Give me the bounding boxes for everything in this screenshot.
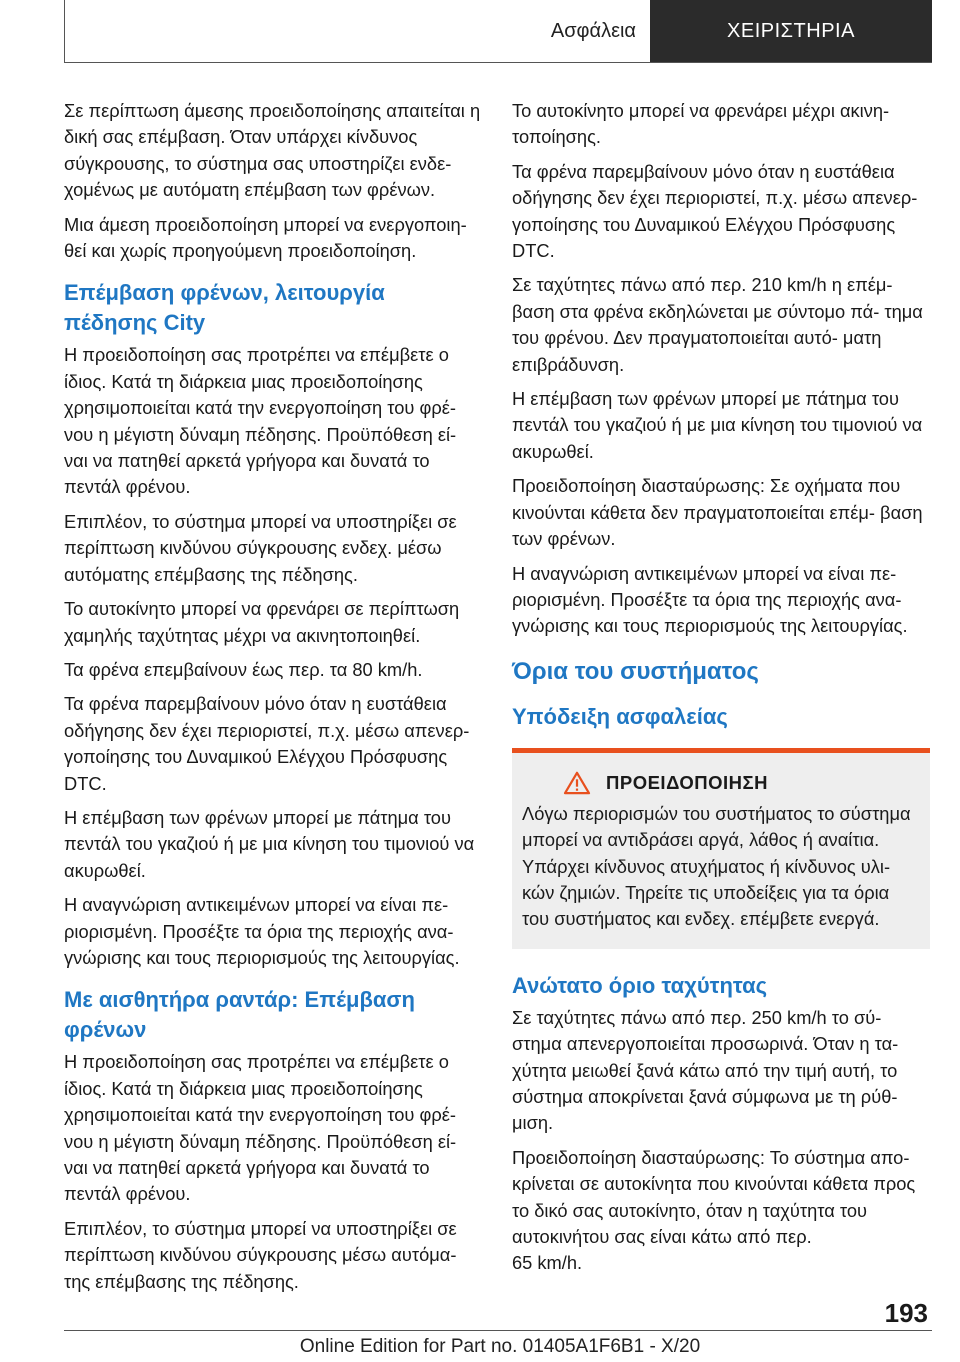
warning-box	[512, 748, 930, 949]
paragraph: Επιπλέον, το σύστημα μπορεί να υποστηρίξει σε περίπτωση κινδύνου σύγκρουσης ενδεχ. μέσω αυτόματης επέμβασης της πέδησης.	[64, 510, 457, 585]
paragraph: Επιπλέον, το σύστημα μπορεί να υποστηρίξει σε περίπτωση κινδύνου σύγκρουσης μέσω αυτόμα- της επέμβασης της πέδησης.	[64, 1217, 457, 1292]
footer-edition: Online Edition for Part no. 01405A1F6B1 - X/20	[299, 1336, 701, 1357]
paragraph: Η προειδοποίηση σας προτρέπει να επέμβετε ο ίδιος. Κατά τη διάρκεια μιας προειδοποίησης χρησιμοποιείται κατά την ενεργοποίηση του φρέ- νου η μέγιστη δύναμη πέδησης. Προϋπόθεση εί- ναι να πατηθεί αρκετά γρήγορα και δυνατά το πεντάλ φρένου.	[64, 344, 457, 498]
paragraph: Σε ταχύτητες πάνω από περ. 250 km/h το σύ- στημα απενεργοποιείται προσωρινά. Όταν η τα- χύτητα μειωθεί ξανά κάτω από την τιμή αυτή, το σύστημα αποκρίνεται ξανά σύμφωνα με τη ρύθ- μιση.	[512, 1006, 899, 1134]
paragraph: Μια άμεση προειδοποίηση μπορεί να ενεργοποιη- θεί και χωρίς προηγούμενη προειδοποίηση.	[64, 213, 467, 262]
page-number: 193	[884, 1298, 928, 1328]
paragraph: Τα φρένα παρεμβαίνουν μόνο όταν η ευστάθεια οδήγησης δεν έχει περιοριστεί, π.χ. μέσω απενερ- γοποίησης του Δυναμικού Ελέγχου Πρόσφυσης DTC.	[512, 160, 918, 262]
footer-text	[0, 1336, 960, 1358]
paragraph: 65 km/h.	[512, 1252, 583, 1274]
paragraph: Το αυτοκίνητο μπορεί να φρενάρει σε περίπτωση χαμηλής ταχύτητας μέχρι να ακινητοποιηθεί.	[64, 598, 460, 646]
warning-header	[522, 771, 918, 795]
paragraph: Η προειδοποίηση σας προτρέπει να επέμβετε ο ίδιος. Κατά τη διάρκεια μιας προειδοποίησης χρησιμοποιείται κατά την ενεργοποίηση του φρέ- νου η μέγιστη δύναμη πέδησης. Προϋπόθεση εί- ναι να πατηθεί αρκετά γρήγορα και δυνατά το πεντάλ φρένου.	[64, 1051, 457, 1205]
warning-text: Λόγω περιορισμών του συστήματος το σύστημα μπορεί να αντιδράσει αργά, λάθος ή αναίτια. Υπάρχει κίνδυνος ατυχήματος ή κίνδυνος υλι- κών ζημιών. Τηρείτε τις υποδείξεις για τα όρια του συστήματος και ενδεχ. επέμβετε ενεργά.	[522, 802, 911, 930]
heading-safety-note: Υπόδειξη ασφαλείας	[512, 703, 728, 729]
header-chapter-tab: ΧΕΙΡΙΣΤΗΡΙΑ	[650, 0, 932, 63]
paragraph: Προειδοποίηση διασταύρωσης: Το σύστημα απο- κρίνεται σε αυτοκίνητα που κινούνται κάθετα προς το δικό σας αυτοκίνητο, όταν η ταχύτητα του αυτοκινήτου σας είναι κάτω από περ.	[512, 1146, 916, 1247]
paragraph: Προειδοποίηση διασταύρωσης: Σε οχήματα που κινούνται κάθετα δεν πραγματοποιείται επέμ- βαση των φρένων.	[512, 475, 923, 550]
paragraph: Σε περίπτωση άμεσης προειδοποίησης απαιτείται η δική σας επέμβαση. Όταν υπάρχει κίνδυνος σύγκρουσης, το σύστημα σας υποστηρίζει ενδε- χομένως με αυτόματη επέμβαση των φρένων.	[64, 100, 481, 201]
paragraph: Η επέμβαση των φρένων μπορεί με πάτημα του πεντάλ του γκαζιού ή με μια κίνηση του τιμονιού να ακυρωθεί.	[64, 806, 475, 881]
paragraph: Η αναγνώριση αντικειμένων μπορεί να είναι πε- ριορισμένη. Προσέξτε τα όρια της περιοχής ανα- γνώρισης και τους περιορισμούς της λειτουργίας.	[64, 894, 460, 968]
footer-rule	[64, 1330, 932, 1331]
heading-speed-limit: Ανώτατο όριο ταχύτητας	[512, 972, 768, 998]
heading-system-limits: Όρια του συστήματος	[512, 657, 759, 685]
right-column	[512, 98, 930, 1285]
heading-radar-braking: Με αισθητήρα ραντάρ: Επέμβαση φρένων	[64, 987, 415, 1043]
paragraph: Η αναγνώριση αντικειμένων μπορεί να είναι πε- ριορισμένη. Προσέξτε τα όρια της περιοχής ανα- γνώρισης και τους περιορισμούς της λειτουργίας.	[512, 562, 908, 637]
heading-city-braking: Επέμβαση φρένων, λειτουργία πέδησης City	[64, 280, 385, 336]
paragraph: Η επέμβαση των φρένων μπορεί με πάτημα του πεντάλ του γκαζιού ή με μια κίνηση του τιμονιού να ακυρωθεί.	[512, 388, 923, 462]
header-rule	[64, 62, 932, 63]
paragraph: Το αυτοκίνητο μπορεί να φρενάρει μέχρι ακινη- τοποίησης.	[512, 100, 890, 148]
paragraph: Σε ταχύτητες πάνω από περ. 210 km/h η επέμ- βαση στα φρένα εκδηλώνεται με σύντομο πά- τημα του φρένου. Δεν πραγματοποιείται αυτό- ματη επιβράδυνση.	[512, 274, 923, 375]
header-section-title: Ασφάλεια	[550, 19, 636, 42]
warning-triangle-icon	[562, 771, 592, 795]
paragraph: Τα φρένα επεμβαίνουν έως περ. τα 80 km/h.	[64, 658, 423, 680]
warning-title: ΠΡΟΕΙΔΟΠΟΙΗΣΗ	[606, 771, 768, 793]
left-column	[64, 98, 482, 1303]
paragraph: Τα φρένα παρεμβαίνουν μόνο όταν η ευστάθεια οδήγησης δεν έχει περιοριστεί, π.χ. μέσω απενερ- γοποίησης του Δυναμικού Ελέγχου Πρόσφυσης DTC.	[64, 693, 470, 794]
